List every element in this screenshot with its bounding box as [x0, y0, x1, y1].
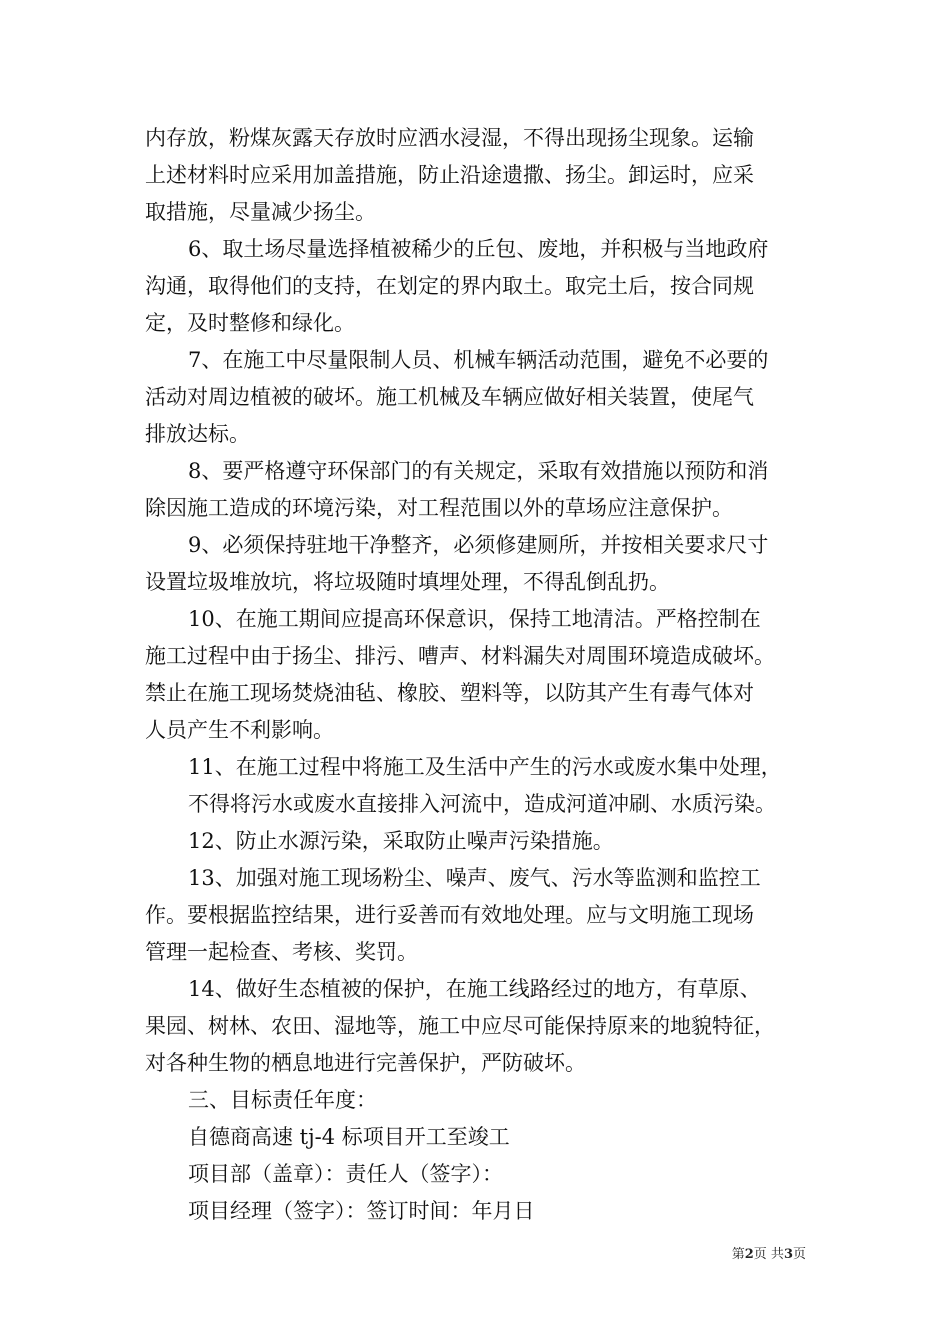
text-line: 不得将污水或废水直接排入河流中，造成河道冲刷、水质污染。	[188, 792, 776, 816]
text-line: 设置垃圾堆放坑，将垃圾随时填埋处理，不得乱倒乱扔。	[145, 570, 670, 594]
text-line: 14、做好生态植被的保护，在施工线路经过的地方，有草原、	[188, 977, 761, 1001]
text-line: 沟通，取得他们的支持，在划定的界内取土。取完土后，按合同规	[145, 274, 754, 298]
footer-suffix: 页	[792, 1247, 806, 1262]
text-line: 人员产生不利影响。	[145, 718, 334, 742]
text-line: 7、在施工中尽量限制人员、机械车辆活动范围，避免不必要的	[188, 348, 769, 372]
footer-page-number: 2	[744, 1247, 754, 1262]
footer-total-pages: 3	[783, 1247, 793, 1262]
text-line: 三、目标责任年度：	[188, 1088, 377, 1112]
text-line: 活动对周边植被的破坏。施工机械及车辆应做好相关装置，使尾气	[145, 385, 754, 409]
text-line: 项目经理（签字）：签订时间：年月日	[188, 1199, 535, 1223]
footer-prefix: 第	[731, 1247, 745, 1262]
page-footer	[0, 1247, 806, 1263]
text-line: 排放达标。	[145, 422, 250, 446]
text-line: 上述材料时应采用加盖措施，防止沿途遗撒、扬尘。卸运时，应采	[145, 163, 754, 187]
footer-middle: 页 共	[753, 1247, 784, 1262]
text-line: 自德商高速 tj-4 标项目开工至竣工	[188, 1125, 510, 1149]
text-line: 12、防止水源污染，采取防止噪声污染措施。	[188, 829, 614, 853]
text-line: 果园、树林、农田、湿地等，施工中应尽可能保持原来的地貌特征，	[145, 1014, 775, 1038]
text-line: 11、在施工过程中将施工及生活中产生的污水或废水集中处理，	[188, 755, 782, 779]
text-line: 8、要严格遵守环保部门的有关规定，采取有效措施以预防和消	[188, 459, 769, 483]
text-line: 取措施，尽量减少扬尘。	[145, 200, 376, 224]
text-line: 13、加强对施工现场粉尘、噪声、废气、污水等监测和监控工	[188, 866, 761, 890]
text-line: 6、取土场尽量选择植被稀少的丘包、废地，并积极与当地政府	[188, 237, 769, 261]
text-line: 内存放，粉煤灰露天存放时应洒水浸湿，不得出现扬尘现象。运输	[145, 126, 754, 150]
text-line: 10、在施工期间应提高环保意识，保持工地清洁。严格控制在	[188, 607, 761, 631]
text-line: 禁止在施工现场焚烧油毡、橡胶、塑料等，以防其产生有毒气体对	[145, 681, 754, 705]
text-line: 除因施工造成的环境污染，对工程范围以外的草场应注意保护。	[145, 496, 733, 520]
text-line: 作。要根据监控结果，进行妥善而有效地处理。应与文明施工现场	[145, 903, 754, 927]
body-text	[145, 120, 810, 1230]
text-line: 管理一起检查、考核、奖罚。	[145, 940, 418, 964]
text-line: 对各种生物的栖息地进行完善保护，严防破坏。	[145, 1051, 586, 1075]
text-line: 9、必须保持驻地干净整齐，必须修建厕所，并按相关要求尺寸	[188, 533, 769, 557]
text-line: 项目部（盖章）：责任人（签字）：	[188, 1162, 503, 1186]
text-line: 施工过程中由于扬尘、排污、嘈声、材料漏失对周围环境造成破坏。	[145, 644, 775, 668]
text-line: 定，及时整修和绿化。	[145, 311, 355, 335]
